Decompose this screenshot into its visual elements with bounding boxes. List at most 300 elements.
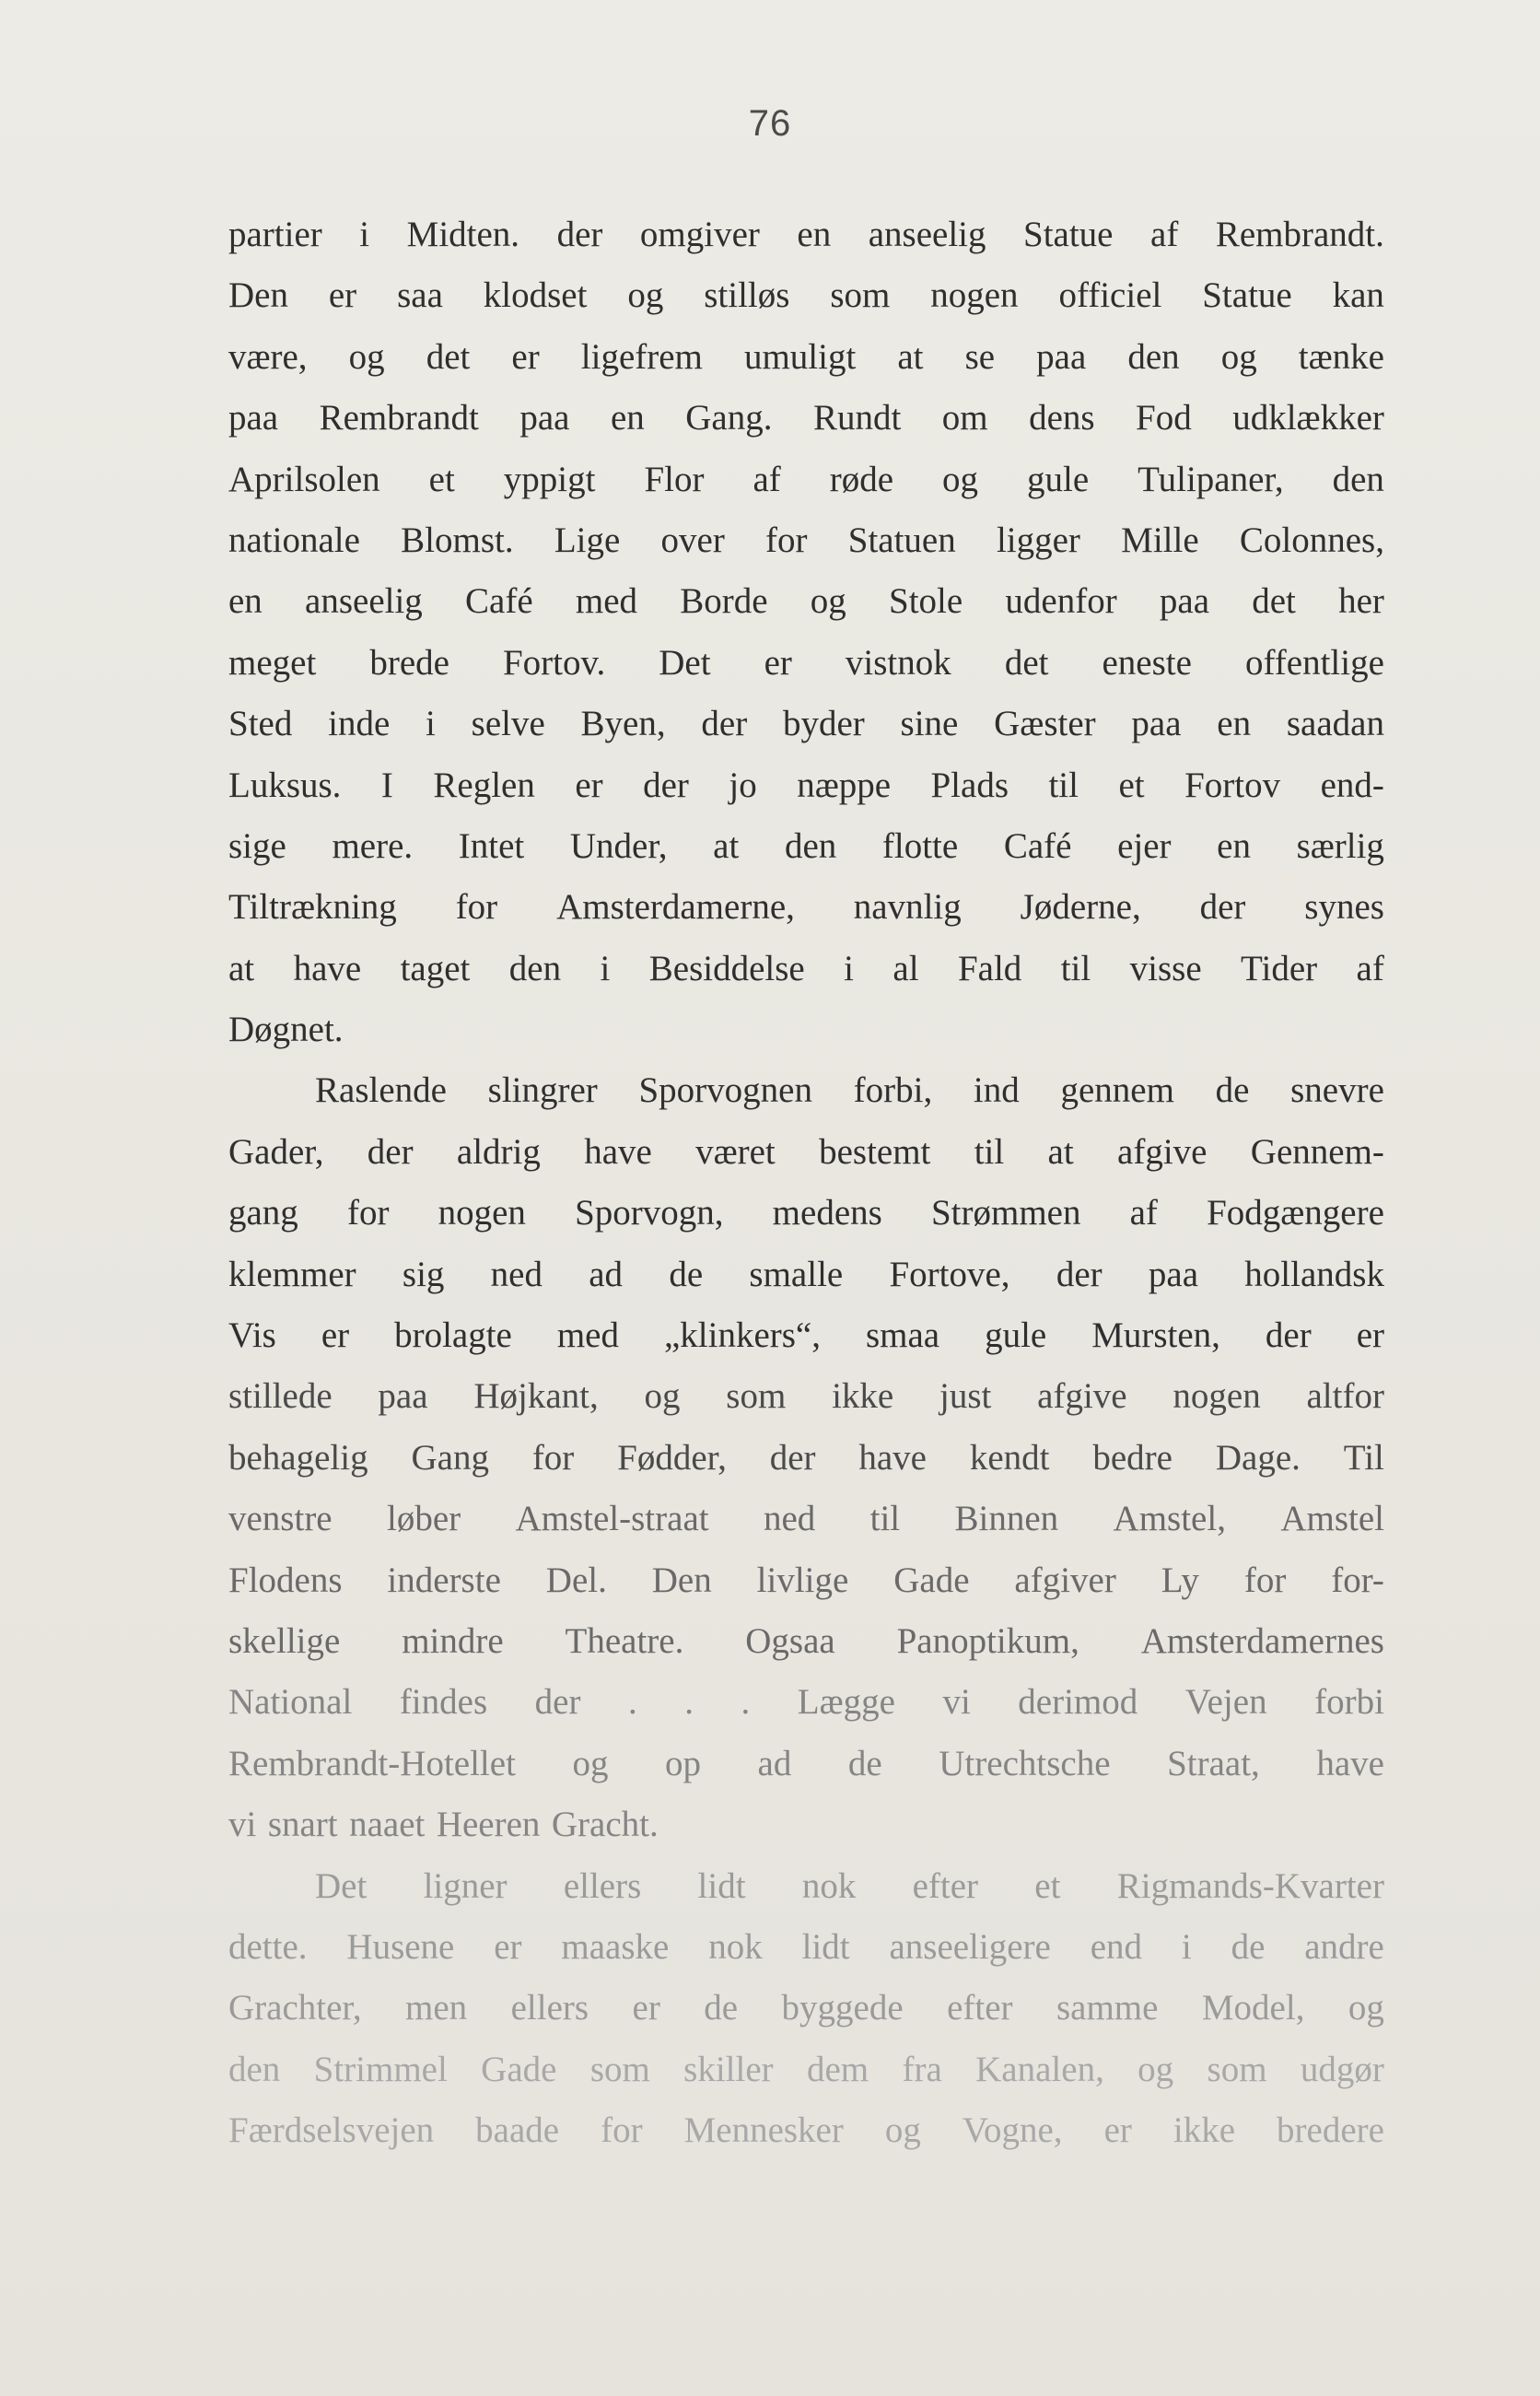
word: op <box>665 1743 701 1783</box>
word: byggede <box>781 1988 904 2028</box>
word: anseeligere <box>889 1926 1051 1967</box>
text-line <box>228 1734 1384 1794</box>
word: den <box>508 948 562 988</box>
word: over <box>660 520 725 560</box>
word: yppigt <box>503 459 596 499</box>
word: end <box>1090 1926 1143 1967</box>
word: et <box>428 459 455 499</box>
word: ikke <box>1172 2110 1236 2151</box>
word: Luksus. <box>228 765 342 805</box>
word: paa <box>1131 704 1182 744</box>
word: officiel <box>1058 275 1162 316</box>
word: Tider <box>1241 948 1318 988</box>
word: Flodens <box>228 1560 343 1600</box>
word: paa <box>519 398 570 438</box>
word: klodset <box>483 275 588 316</box>
text-line <box>228 388 1384 449</box>
text-line <box>228 816 1384 877</box>
word: Lægge <box>797 1682 895 1723</box>
word: den <box>1127 336 1180 377</box>
word: Model, <box>1201 1988 1305 2028</box>
word: de <box>669 1254 704 1294</box>
word: af <box>1150 215 1179 254</box>
word: forbi <box>1314 1682 1384 1723</box>
word: Tiltrækning <box>228 887 397 928</box>
word: der <box>769 1437 816 1478</box>
word: Aprilsolen <box>228 459 380 499</box>
word: synes <box>1304 887 1384 928</box>
word: venstre <box>228 1499 332 1539</box>
word: en <box>610 398 645 438</box>
word: efter <box>912 1865 979 1906</box>
word: om <box>941 398 988 438</box>
word: Den <box>228 275 288 316</box>
word: brede <box>369 642 449 683</box>
word: som <box>589 2049 650 2089</box>
word: . <box>741 1682 751 1723</box>
word: Amstel, <box>1113 1499 1226 1539</box>
word: Flor <box>644 459 705 499</box>
word: Strømmen <box>930 1193 1081 1233</box>
word: i <box>426 704 436 744</box>
word: forbi, <box>853 1070 933 1111</box>
word: Besiddelse <box>648 948 805 988</box>
word: umuligt <box>743 336 857 377</box>
word: de <box>1215 1070 1250 1111</box>
word: men <box>405 1988 468 2028</box>
text-line <box>228 571 1384 632</box>
text-line <box>228 1978 1384 2039</box>
word: stillede <box>228 1376 332 1417</box>
word: visse <box>1129 948 1202 988</box>
text-line <box>228 1550 1384 1611</box>
word: er <box>1103 2110 1132 2151</box>
text-line <box>228 450 1384 510</box>
word: I <box>380 765 393 805</box>
word: et <box>1118 765 1145 805</box>
word: dens <box>1029 398 1095 438</box>
word: for <box>531 1437 575 1478</box>
word: og <box>1220 336 1257 377</box>
word: udklækker <box>1232 398 1384 438</box>
word: en <box>228 581 262 622</box>
word: er <box>575 765 603 805</box>
word: røde <box>829 459 894 499</box>
word: med <box>556 1315 619 1356</box>
word: Fortov. <box>502 642 606 683</box>
word: Byen, <box>580 704 666 744</box>
word: Rigmands-Kvarter <box>1116 1865 1384 1906</box>
word: Gade <box>481 2049 557 2089</box>
word: skiller <box>683 2049 774 2089</box>
word: kendt <box>969 1437 1050 1478</box>
word: bredere <box>1277 2110 1384 2151</box>
word: have <box>584 1131 652 1172</box>
word: fra <box>902 2049 942 2089</box>
word: nok <box>801 1865 857 1906</box>
word: er <box>494 1926 522 1967</box>
word: det <box>1252 581 1296 622</box>
word: en <box>797 215 832 254</box>
word: for <box>346 1193 390 1233</box>
word: baade <box>475 2110 560 2151</box>
word: der <box>643 765 689 805</box>
word: ad <box>589 1254 624 1294</box>
word: Ly <box>1161 1560 1199 1600</box>
word: for <box>601 2110 643 2151</box>
word: der <box>1199 887 1246 928</box>
word: Ogsaa <box>745 1620 835 1661</box>
word: gule <box>985 1315 1047 1356</box>
text-line <box>228 633 1384 694</box>
word: ligefrem <box>580 336 703 377</box>
word: Under, <box>569 825 668 866</box>
word: den <box>1332 459 1384 499</box>
page-number: 76 <box>748 103 792 144</box>
word: der <box>701 704 748 744</box>
word: Rembrandt-Hotellet <box>228 1743 516 1783</box>
word: Rembrandt <box>319 398 479 438</box>
word: hollandsk <box>1244 1254 1384 1294</box>
word: . <box>684 1682 694 1723</box>
text-line <box>228 1245 1384 1305</box>
word: ind <box>973 1070 1020 1111</box>
text-line <box>228 1183 1384 1244</box>
word: Del. <box>545 1560 607 1600</box>
word: Utrechtsche <box>939 1743 1111 1783</box>
word: dem <box>807 2049 869 2089</box>
word: Gader, <box>228 1131 324 1172</box>
text-line <box>228 1489 1384 1549</box>
word: slingrer <box>487 1070 598 1111</box>
word: ligner <box>423 1865 508 1906</box>
word: Til <box>1343 1437 1384 1478</box>
word: ned <box>763 1499 816 1539</box>
word: særlig <box>1296 825 1384 866</box>
word: der <box>1265 1315 1312 1356</box>
word: et <box>1034 1865 1061 1906</box>
word: medens <box>772 1193 882 1233</box>
word: partier <box>228 215 322 254</box>
word: Vogne, <box>962 2110 1063 2151</box>
word: Gæster <box>994 704 1096 744</box>
word: i <box>600 948 611 988</box>
text-line <box>228 1794 1384 1855</box>
word: vi <box>228 1805 257 1845</box>
word: Panoptikum, <box>896 1620 1079 1661</box>
word: en <box>1217 825 1251 866</box>
word: maaske <box>561 1926 670 1967</box>
word: byder <box>782 704 865 744</box>
word: stilløs <box>704 275 790 316</box>
text-line <box>228 755 1384 816</box>
word: Færdselsvejen <box>228 2110 435 2151</box>
word: og <box>627 275 664 316</box>
word: Det <box>659 642 711 683</box>
text-line <box>228 2040 1384 2100</box>
word: til <box>1060 948 1091 988</box>
word: Dage. <box>1215 1437 1301 1478</box>
word: for- <box>1331 1560 1384 1600</box>
word: Colonnes, <box>1239 520 1384 560</box>
word: snevre <box>1290 1070 1384 1111</box>
text-line <box>228 1917 1384 1978</box>
word: at <box>228 948 255 988</box>
word: smaa <box>865 1315 940 1356</box>
word: Amstel-straat <box>515 1499 709 1539</box>
word: er <box>321 1315 350 1356</box>
word: ad <box>757 1743 792 1783</box>
text-line <box>228 205 1384 265</box>
word: mindre <box>402 1620 504 1661</box>
word: afgive <box>1037 1376 1127 1417</box>
text-line <box>228 694 1384 754</box>
word: Fortove, <box>889 1254 1010 1294</box>
word: offentlige <box>1244 642 1384 683</box>
word: er <box>1356 1315 1384 1356</box>
word: Strimmel <box>313 2049 448 2089</box>
word: Gracht. <box>551 1805 659 1845</box>
word: Tulipaner, <box>1138 459 1284 499</box>
word: eneste <box>1102 642 1192 683</box>
word: ligger <box>996 520 1080 560</box>
word: den <box>784 825 837 866</box>
word: til <box>974 1131 1005 1172</box>
text-line <box>228 1428 1384 1489</box>
word: Sted <box>228 704 293 744</box>
word: nationale <box>228 520 360 560</box>
word: er <box>764 642 792 683</box>
word: Kanalen, <box>975 2049 1104 2089</box>
text-line <box>228 327 1384 388</box>
word: Reglen <box>433 765 535 805</box>
word: Amstel <box>1280 1499 1384 1539</box>
word: al <box>892 948 919 988</box>
word: navnlig <box>853 887 962 928</box>
word: de <box>847 1743 882 1783</box>
word: have <box>858 1437 927 1478</box>
text-line <box>228 939 1384 999</box>
word: de <box>1231 1926 1266 1967</box>
word: som <box>1207 2049 1267 2089</box>
word: Fortov <box>1184 765 1281 805</box>
word: de <box>704 1988 739 2028</box>
word: Mennesker <box>683 2110 844 2151</box>
word: „klinkers“, <box>663 1315 821 1356</box>
word: som <box>830 275 891 316</box>
word: sige <box>228 825 286 866</box>
word: til <box>869 1499 901 1539</box>
text-line <box>228 510 1384 571</box>
word: Vis <box>228 1315 276 1356</box>
word: og <box>1348 1988 1384 2028</box>
word: nogen <box>438 1193 526 1233</box>
word: smalle <box>749 1254 844 1294</box>
word: i <box>359 215 370 254</box>
word: her <box>1338 581 1384 622</box>
word: efter <box>947 1988 1013 2028</box>
word: nok <box>708 1926 763 1967</box>
word: udenfor <box>1005 581 1117 622</box>
word: udgør <box>1300 2049 1384 2089</box>
word: og <box>942 459 979 499</box>
text-line <box>228 265 1384 326</box>
word: sine <box>900 704 959 744</box>
word: i <box>844 948 854 988</box>
word: paa <box>1148 1254 1199 1294</box>
word: en <box>1217 704 1252 744</box>
word: for <box>455 887 498 928</box>
word: af <box>1129 1193 1158 1233</box>
word: saa <box>397 275 443 316</box>
word: at <box>713 825 740 866</box>
text-line <box>228 1060 1384 1121</box>
word: andre <box>1304 1926 1384 1967</box>
word: Rembrandt. <box>1215 215 1384 254</box>
word: og <box>810 581 846 622</box>
word: gang <box>228 1193 298 1233</box>
word: samme <box>1056 1988 1159 2028</box>
word: Husene <box>346 1926 455 1967</box>
word: vi <box>942 1682 971 1723</box>
word: og <box>884 2110 921 2151</box>
word: Fødder, <box>617 1437 727 1478</box>
word: paa <box>1036 336 1087 377</box>
word: naaet <box>349 1805 426 1845</box>
word: inde <box>328 704 391 744</box>
word: Den <box>651 1560 712 1600</box>
word: der <box>534 1682 581 1723</box>
word: til <box>1048 765 1079 805</box>
word: Gennem- <box>1250 1131 1384 1172</box>
text-line <box>228 1611 1384 1672</box>
word: Blomst. <box>401 520 514 560</box>
word: afgiver <box>1014 1560 1116 1600</box>
word: mere. <box>332 825 414 866</box>
text-line <box>228 877 1384 938</box>
word: Straat, <box>1167 1743 1260 1783</box>
word: Sporvogn, <box>575 1193 724 1233</box>
word: behagelig <box>228 1437 368 1478</box>
word: se <box>964 336 996 377</box>
word: dette. <box>228 1926 308 1967</box>
word: bedre <box>1092 1437 1172 1478</box>
word: omgiver <box>639 215 760 254</box>
word: som <box>726 1376 787 1417</box>
word: anseelig <box>868 215 986 254</box>
word: Raslende <box>315 1070 447 1111</box>
word: det <box>1004 642 1049 683</box>
word: Plads <box>930 765 1009 805</box>
word: Stole <box>889 581 963 622</box>
word: for <box>1243 1560 1287 1600</box>
word: findes <box>399 1682 488 1723</box>
word: Vejen <box>1184 1682 1267 1723</box>
word: den <box>228 2049 281 2089</box>
word: selve <box>471 704 545 744</box>
word: af <box>1356 948 1384 988</box>
word: Binnen <box>954 1499 1059 1539</box>
text-line <box>228 1856 1384 1917</box>
word: klemmer <box>228 1254 356 1294</box>
word: for <box>765 520 808 560</box>
word: af <box>752 459 781 499</box>
text-line <box>228 999 1384 1060</box>
text-line <box>228 1122 1384 1183</box>
word: Café <box>465 581 533 622</box>
word: der <box>367 1131 414 1172</box>
text-line <box>228 2100 1384 2161</box>
word: Statue <box>1023 215 1114 254</box>
word: og <box>348 336 385 377</box>
word: tænke <box>1298 336 1384 377</box>
word: Det <box>315 1865 368 1906</box>
word: taget <box>400 948 471 988</box>
word: inderste <box>387 1560 501 1600</box>
word: Statue <box>1202 275 1292 316</box>
word: paa <box>378 1376 428 1417</box>
word: Heeren <box>436 1805 541 1845</box>
word: Theatre. <box>565 1620 684 1661</box>
word: lidt <box>801 1926 850 1967</box>
body-text <box>228 205 1384 2162</box>
word: være, <box>228 336 308 377</box>
word: Gang <box>411 1437 489 1478</box>
word: været <box>695 1131 776 1172</box>
word: Midten. <box>406 215 520 254</box>
word: Mursten, <box>1091 1315 1220 1356</box>
word: Fod <box>1136 398 1192 438</box>
word: at <box>1047 1131 1074 1172</box>
word: er <box>632 1988 660 2028</box>
text-line <box>228 1305 1384 1366</box>
word: end- <box>1320 765 1384 805</box>
word: Sporvognen <box>638 1070 812 1111</box>
word: Amsterdamerne, <box>556 887 795 928</box>
word: er <box>511 336 540 377</box>
word: Lige <box>554 520 621 560</box>
word: skellige <box>228 1620 341 1661</box>
word: ejer <box>1117 825 1172 866</box>
word: nogen <box>1172 1376 1261 1417</box>
word: Amsterdamernes <box>1140 1620 1384 1661</box>
word: gule <box>1027 459 1090 499</box>
word: med <box>575 581 638 622</box>
word: paa <box>1159 581 1210 622</box>
word: er <box>328 275 357 316</box>
word: Fald <box>957 948 1022 988</box>
word: ellers <box>563 1865 642 1906</box>
word: flotte <box>881 825 959 866</box>
word: Intet <box>458 825 525 866</box>
word: brolagte <box>394 1315 512 1356</box>
word: ned <box>490 1254 542 1294</box>
word: løber <box>386 1499 461 1539</box>
word: altfor <box>1306 1376 1384 1417</box>
word: i <box>1181 1926 1192 1967</box>
word: og <box>1138 2049 1174 2089</box>
word: Døgnet. <box>228 1010 344 1050</box>
text-line <box>228 1366 1384 1427</box>
word: Jøderne, <box>1020 887 1141 928</box>
word: snart <box>267 1805 338 1845</box>
word: meget <box>228 642 317 683</box>
word: der <box>1056 1254 1102 1294</box>
word: lidt <box>697 1865 746 1906</box>
word: kan <box>1332 275 1384 316</box>
word: derimod <box>1018 1682 1138 1723</box>
word: at <box>897 336 924 377</box>
